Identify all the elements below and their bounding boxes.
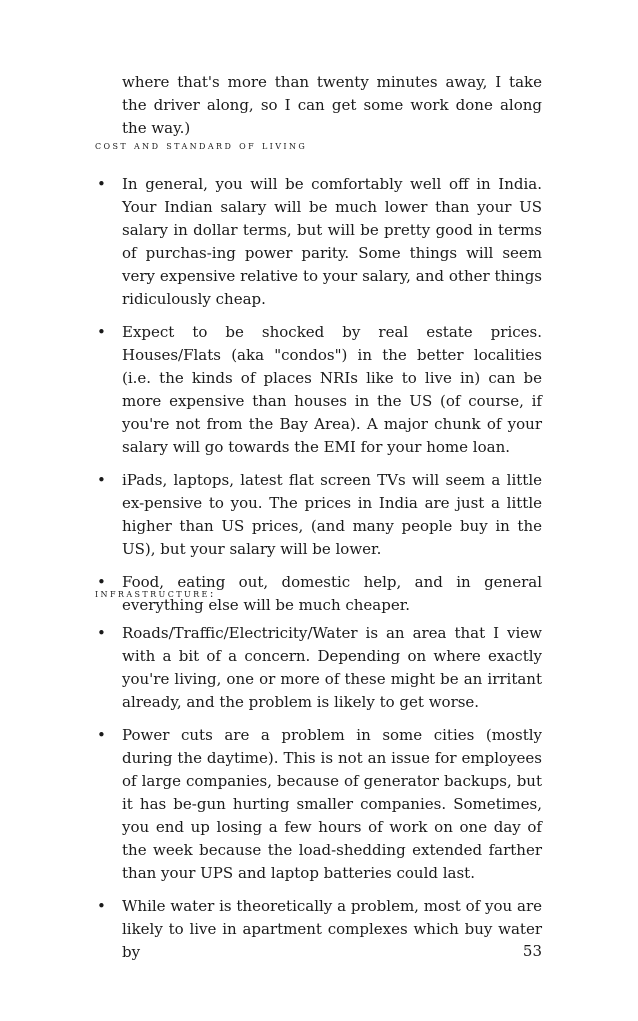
list-item-text: Power cuts are a problem in some cities (mostly during the daytime). This is not an issue for employees of large companies, because of generator backups, but it has be-gun hurting smaller companies. Sometimes, you end up losing a few hours of work on one day of the week because the load-shedding extended farther than your UPS and laptop batteries could last. [122,726,542,882]
list-item [95,321,542,459]
list-item-text: While water is theoretically a problem, most of you are likely to live in apartment complexes which buy water by [122,897,542,961]
list-item-text: Roads/Traffic/Electricity/Water is an area that I view with a bit of a concern. Depending on where exactly you're living, one or more of these might be an irritant already, and the problem is likely to get worse. [122,624,542,711]
bullet: • [97,573,106,591]
cost-list [95,173,542,627]
bullet: • [97,175,106,193]
list-item [95,895,542,964]
list-item [95,622,542,714]
list-item-text: In general, you will be comfortably well off in India. Your Indian salary will be much lower than your US salary in dollar terms, but will be pretty good in terms of purchas-ing power parity. Some things will seem very expensive relative to your salary, and other things ridiculously cheap. [122,175,542,308]
list-item [95,469,542,561]
bullet: • [97,323,106,341]
bullet: • [97,624,106,642]
list-item-text: Food, eating out, domestic help, and in general everything else will be much cheaper. [122,573,542,614]
list-item [95,724,542,885]
page-number: 53 [522,942,542,960]
section-heading-infrastructure: infrastructure: [95,587,216,600]
infrastructure-list [95,622,542,974]
list-item-text: Expect to be shocked by real estate prices. Houses/Flats (aka "condos") in the better localities (i.e. the kinds of places NRIs like to live in) can be more expensive than houses in the US (of course, if you're not from the Bay Area). A major chunk of your salary will go towards the EMI for your home loan. [122,323,542,456]
bullet: • [97,471,106,489]
list-item-text: iPads, laptops, latest flat screen TVs will seem a little ex-pensive to you. The prices in India are just a little higher than US prices, (and many people buy in the US), but your salary will be lower. [122,471,542,558]
section-heading-cost: cost and standard of living [95,139,308,152]
intro-paragraph: where that's more than twenty minutes away, I take the driver along, so I can get some work done along the way.) [122,73,542,137]
list-item [95,173,542,311]
bullet: • [97,897,106,915]
bullet: • [97,726,106,744]
